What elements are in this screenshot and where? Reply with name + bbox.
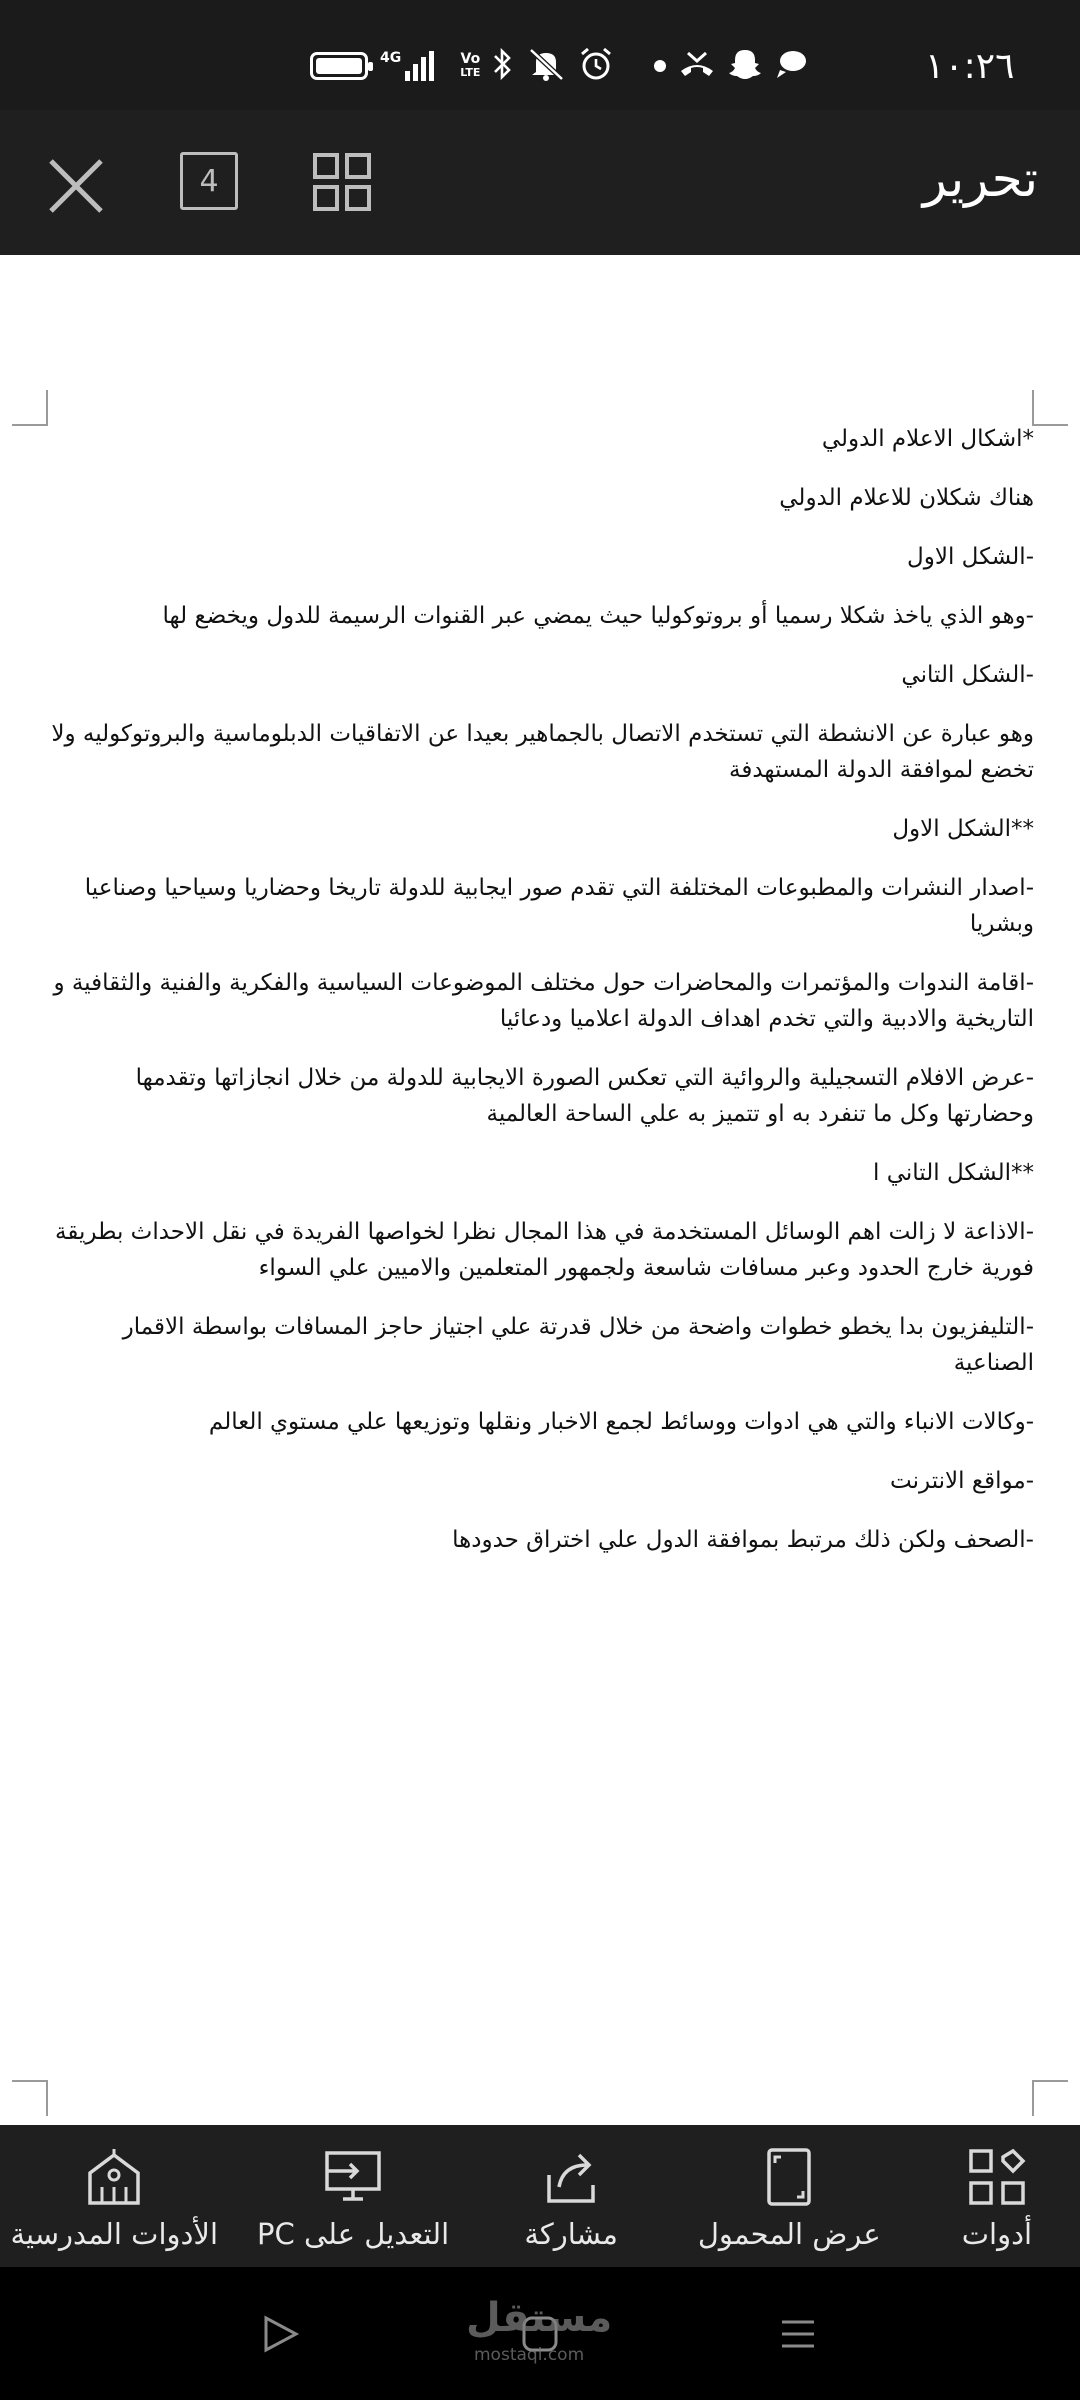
status-time: ١٠:٢٦: [925, 46, 1015, 87]
page-corner-mark: [12, 2080, 48, 2116]
share-label: مشاركة: [524, 2217, 618, 2251]
watermark-logo: مستقل: [466, 2295, 613, 2341]
volte-icon: Vo LTE: [460, 51, 481, 79]
doc-paragraph: -الاذاعة لا زالت اهم الوسائل المستخدمة في هذا المجال نظرا لخواصها الفريدة في نقل الاحداث بطريقة فورية خارج الحدود وعبر مسافات شاسعة ولجمهور المتعلمين والاميين علي السواء: [55, 1219, 1034, 1281]
signal-4g-icon: 4G: [380, 51, 434, 81]
tools-button[interactable]: [914, 2125, 1080, 2267]
share-button[interactable]: [478, 2125, 665, 2267]
status-bar: [0, 0, 1080, 110]
school-icon: [84, 2147, 144, 2207]
document-page[interactable]: [0, 255, 1080, 2125]
mobile-view-label: عرض المحمول: [697, 2217, 881, 2251]
doc-paragraph: **الشكل الاول: [892, 816, 1034, 842]
grid-icon: [312, 152, 372, 212]
doc-paragraph: -وهو الذي ياخذ شكلا رسميا أو بروتوكوليا حيث يمضي عبر القنوات الرسيمة للدول ويخضع لها: [162, 603, 1034, 629]
mobile-view-icon: [759, 2147, 819, 2207]
missed-call-icon: [678, 49, 716, 83]
doc-paragraph: **الشكل التاني ا: [873, 1160, 1034, 1186]
doc-paragraph: -مواقع الانترنت: [890, 1468, 1034, 1494]
share-icon: [541, 2147, 601, 2207]
bottom-toolbar: [0, 2125, 1080, 2267]
school-tools-label: الأدوات المدرسية: [10, 2217, 219, 2251]
grid-view-button[interactable]: [312, 152, 372, 212]
doc-paragraph: -اصدار النشرات والمطبوعات المختلفة التي تقدم صور ايجابية للدولة تاريخا وحضاريا وسياحيا وصناعيا وبشريا: [84, 875, 1034, 937]
school-tools-button[interactable]: [0, 2125, 228, 2267]
tools-grid-icon: [967, 2147, 1027, 2207]
snapchat-icon: [728, 47, 762, 85]
battery-icon: [310, 52, 368, 80]
close-button[interactable]: [40, 150, 112, 222]
menu-lines-icon: [776, 2312, 820, 2356]
alarm-icon: [578, 46, 614, 86]
doc-paragraph: *اشكال الاعلام الدولي: [821, 426, 1034, 452]
edit-title[interactable]: تحرير: [922, 150, 1038, 208]
dot-icon: [654, 60, 666, 72]
page-corner-mark: [1032, 390, 1068, 426]
document-body[interactable]: [44, 421, 1034, 1581]
system-nav-bar: [0, 2267, 1080, 2400]
chat-bubble-icon: [774, 48, 808, 84]
mute-bell-icon: [526, 46, 566, 86]
top-toolbar: [0, 110, 1080, 255]
doc-paragraph: -اقامة الندوات والمؤتمرات والمحاضرات حول مختلف الموضوعات السياسية والفكرية والفنية والثقافية و التاريخية والادبية والتي تخدم اهداف الدولة اعلاميا ودعائيا: [53, 970, 1034, 1032]
back-nav-button[interactable]: [258, 2312, 302, 2356]
close-icon: [45, 155, 107, 217]
edit-on-pc-label: التعديل على PC: [257, 2217, 450, 2251]
doc-paragraph: -عرض الافلام التسجيلية والروائية التي تعكس الصورة الايجابية للدولة من خلال انجازاتها وتقدمها وحضارتها وكل ما تنفرد به او تتميز به علي الساحة العالمية: [135, 1065, 1034, 1127]
tools-label: أدوات: [961, 2217, 1033, 2251]
doc-paragraph: -الصحف ولكن ذلك مرتبط بموافقة الدول علي اختراق حدودها: [452, 1527, 1034, 1553]
page-corner-mark: [1032, 2080, 1068, 2116]
doc-paragraph: -الشكل الاول: [907, 544, 1034, 570]
menu-nav-button[interactable]: [776, 2312, 820, 2356]
bluetooth-icon: [492, 47, 514, 85]
doc-paragraph: -وكالات الانباء والتي هي ادوات ووسائط لجمع الاخبار ونقلها وتوزيعها علي مستوي العالم: [208, 1409, 1034, 1435]
doc-paragraph: وهو عبارة عن الانشطة التي تستخدم الاتصال بالجماهير بعيدا عن الاتفاقيات الدبلوماسية والبروتوكوليه ولا تخضع لموافقة الدولة المستهدفة: [51, 721, 1034, 783]
page-corner-mark: [12, 390, 48, 426]
status-icons: [310, 44, 808, 88]
mobile-view-button[interactable]: [665, 2125, 914, 2267]
watermark-url: mostaql.com: [474, 2345, 585, 2365]
doc-paragraph: -التليفزيون بدا يخطو خطوات واضحة من خلال قدرتة علي اجتياز حاجز المسافات بواسطة الاقمار الصناعية: [122, 1314, 1034, 1376]
edit-on-pc-button[interactable]: [228, 2125, 477, 2267]
doc-paragraph: -الشكل التاني: [901, 662, 1034, 688]
doc-paragraph: هناك شكلان للاعلام الدولي: [779, 485, 1034, 511]
back-triangle-icon: [258, 2312, 302, 2356]
monitor-icon: [323, 2147, 383, 2207]
open-tabs-button[interactable]: 4: [180, 152, 238, 210]
